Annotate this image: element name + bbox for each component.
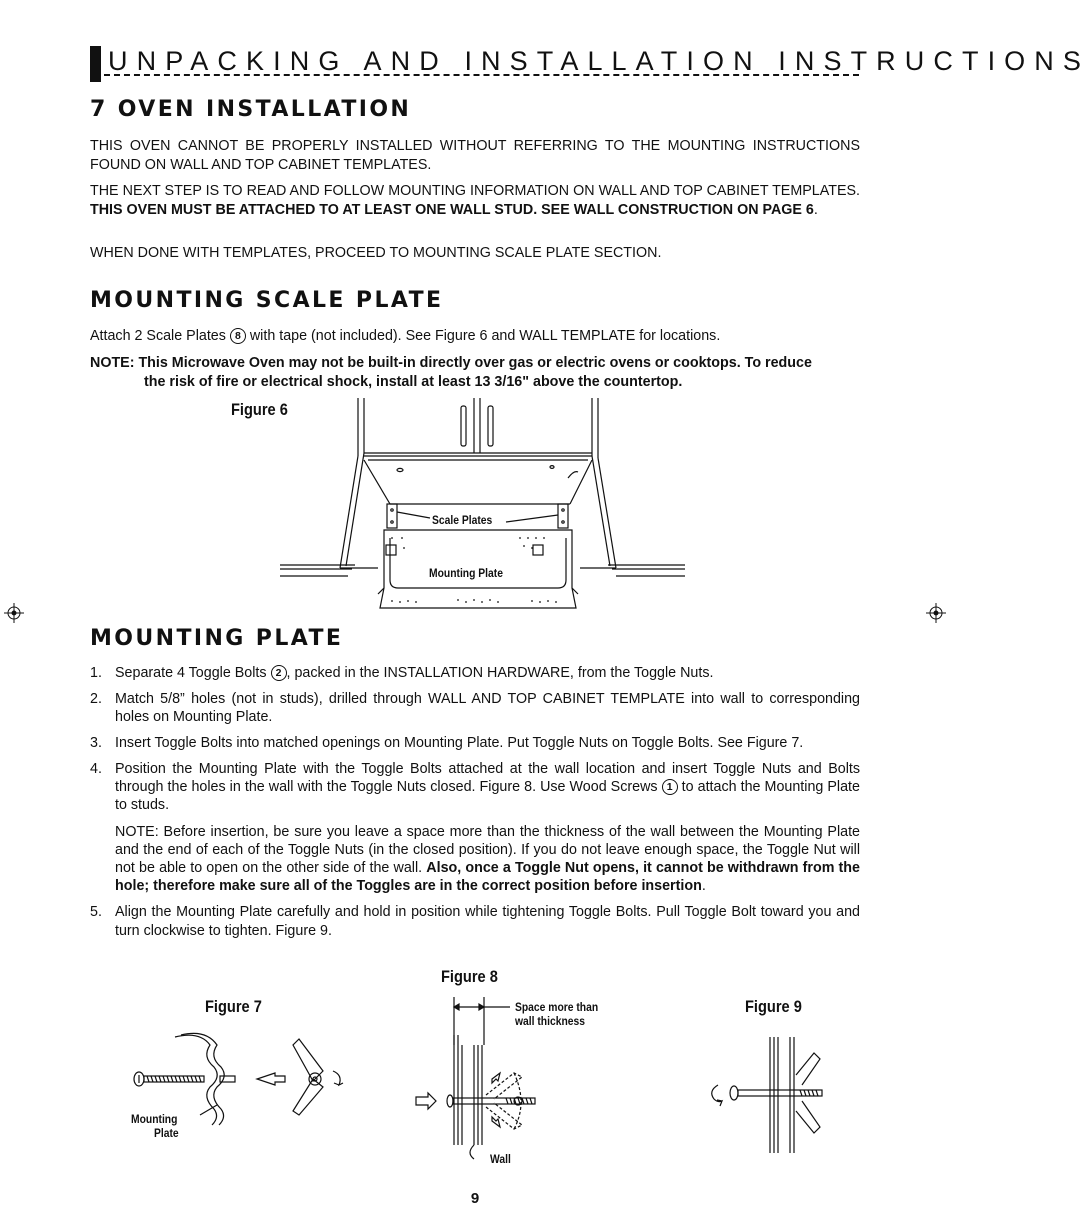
section-title-oven-installation: 7 OVEN INSTALLATION (90, 97, 412, 122)
text: Position the Mounting Plate with the Toggle Bolts attached at the wall location and insert Toggle Nuts and Bolts through the holes in the wall with the Toggle Nuts closed. Figure 8. Use Wood Screws (115, 760, 860, 795)
part-number-badge: 1 (662, 779, 678, 795)
page-header-title: UNPACKING AND INSTALLATION INSTRUCTIONS (108, 46, 1090, 76)
paragraph-scale-plates (90, 327, 860, 346)
registration-mark (926, 603, 946, 623)
text: Separate 4 Toggle Bolts (115, 665, 271, 681)
part-number-badge: 8 (230, 328, 246, 344)
page-number: 9 (470, 1190, 480, 1207)
figure-9-label: Figure 9 (745, 997, 802, 1016)
text: . (813, 201, 818, 218)
list-item (90, 690, 860, 727)
registration-mark (4, 603, 24, 623)
installation-steps-list (90, 664, 860, 947)
figure-8-wall-label: Wall (490, 1152, 511, 1166)
list-item (90, 760, 860, 896)
paragraph-templates: THIS OVEN CANNOT BE PROPERLY INSTALLED WITHOUT REFERRING TO THE MOUNTING INSTRUCTIONS FOUND ON WALL AND TOP CABINET TEMPLATES. (90, 138, 860, 173)
part-number-badge: 2 (271, 665, 287, 681)
bold-text: Also, once a Toggle Nut opens, it cannot be withdrawn from the hole; therefore make sure all of the Toggles are in the correct position before insertion (115, 860, 860, 895)
figure-7-label: Figure 7 (205, 997, 262, 1016)
step-number: 5. (90, 904, 102, 921)
paragraph-proceed: WHEN DONE WITH TEMPLATES, PROCEED TO MOUNTING SCALE PLATE SECTION. (90, 245, 662, 261)
text: to attach the Mounting Plate to studs. (115, 778, 860, 814)
text: , packed in the INSTALLATION HARDWARE, from the Toggle Nuts. (286, 665, 714, 681)
list-item (90, 903, 860, 940)
note-line: NOTE: This Microwave Oven may not be built-in directly over gas or electric ovens or cooktops. To reduce (90, 355, 812, 371)
step-number: 1. (90, 665, 102, 681)
text: . (701, 878, 706, 895)
section-title-mounting-plate: MOUNTING PLATE (90, 626, 344, 651)
text: Insert Toggle Bolts into matched openings on Mounting Plate. Put Toggle Nuts on Toggle Bolts. See Figure 7. (115, 734, 804, 751)
figure-7-mounting-label: Mounting (131, 1112, 178, 1126)
figure-6-label: Figure 6 (231, 400, 288, 419)
figure-8-thickness-label: wall thickness (515, 1014, 585, 1028)
text: Align the Mounting Plate carefully and hold in position while tightening Toggle Bolts. Pull Toggle Bolt toward you and turn clockwise to tighten. Figure 9. (115, 904, 860, 939)
step-note (115, 823, 860, 896)
note-countertop (90, 354, 860, 391)
figure-6-mounting-plate-label: Mounting Plate (429, 566, 503, 580)
text: Match 5/8” holes (not in studs), drilled through WALL AND TOP CABINET TEMPLATE into wall to corresponding holes on Mounting Plate. (115, 690, 860, 726)
figure-8-space-label: Space more than (515, 1000, 599, 1014)
step-number: 2. (90, 690, 102, 707)
note-line: the risk of fire or electrical shock, install at least 13 3/16" above the countertop. (144, 373, 683, 390)
section-title-mounting-scale-plate: MOUNTING SCALE PLATE (90, 288, 444, 313)
list-item (90, 734, 860, 752)
step-number: 3. (90, 734, 102, 751)
bold-text: THIS OVEN MUST BE ATTACHED TO AT LEAST ONE WALL STUD. SEE WALL CONSTRUCTION ON PAGE 6 (90, 201, 814, 218)
text: Attach 2 Scale Plates (90, 328, 230, 344)
text: with tape (not included). See Figure 6 and WALL TEMPLATE for locations. (245, 328, 721, 344)
figure-8-label: Figure 8 (441, 967, 498, 986)
list-item (90, 664, 860, 682)
step-number: 4. (90, 760, 102, 777)
header-bar (90, 46, 101, 82)
figure-7-plate-label: Plate (154, 1126, 179, 1140)
figure-6-cabinet-illustration (280, 398, 685, 613)
text: NOTE: Before insertion, be sure you leave a space more than the thickness of the wall between the Mounting Plate and the end of each of the Toggle Nuts (in the closed position). If you do not leave enough space, the Toggle Nut will not be able to open on the other side of the wall. (115, 823, 860, 877)
paragraph-wall-stud (90, 182, 860, 219)
figure-6-scale-plates-label: Scale Plates (432, 513, 493, 527)
text: THE NEXT STEP IS TO READ AND FOLLOW MOUNTING INFORMATION ON WALL AND TOP CABINET TEMPLATES. (90, 183, 860, 199)
header-rule (104, 74, 859, 76)
figure-9-tightening-illustration (700, 1035, 830, 1160)
